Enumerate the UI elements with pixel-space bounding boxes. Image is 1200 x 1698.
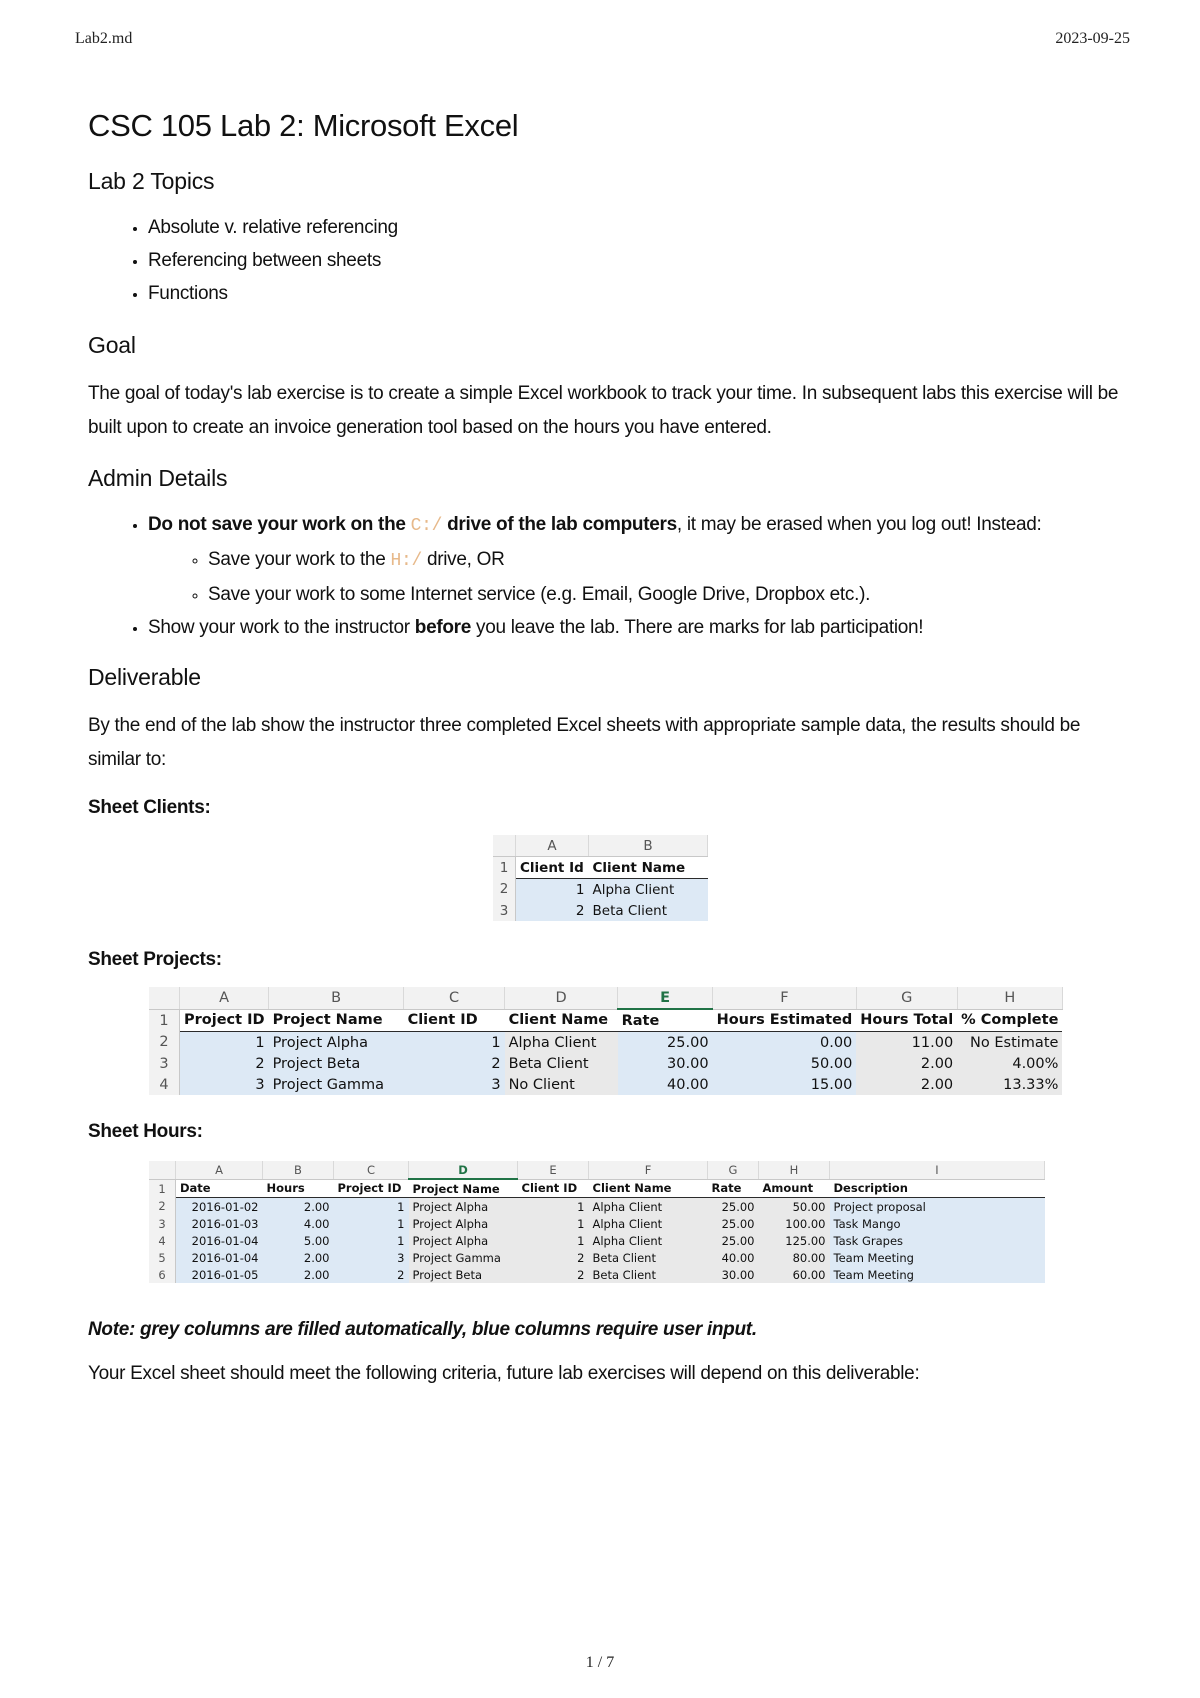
- sub1-text-a: Save your work to the: [208, 549, 386, 570]
- cell: 80.00: [759, 1249, 830, 1266]
- cell: 2016-01-04: [176, 1232, 263, 1249]
- header-cell: Project ID: [334, 1179, 409, 1198]
- cell: Project Gamma: [409, 1249, 518, 1266]
- col-header: A: [516, 835, 589, 857]
- cell: 25.00: [618, 1032, 713, 1054]
- admin-warning-rest: , it may be erased when you log out! Instead:: [676, 514, 1042, 535]
- cell: Alpha Client: [589, 1198, 708, 1216]
- item2-bold: before: [414, 617, 472, 638]
- cell: 100.00: [759, 1215, 830, 1232]
- cell: Project Beta: [409, 1266, 518, 1283]
- admin-subitem-h-drive: [208, 543, 1128, 578]
- row-number: 6: [149, 1266, 176, 1283]
- cell: 2: [518, 1266, 589, 1283]
- cell: 15.00: [713, 1074, 857, 1095]
- header-cell: Amount: [759, 1179, 830, 1198]
- corner-cell: [149, 987, 180, 1009]
- cell: 50.00: [759, 1198, 830, 1216]
- row-number: 2: [149, 1198, 176, 1216]
- cell: 1: [404, 1032, 505, 1054]
- goal-text: The goal of today's lab exercise is to create a simple Excel workbook to track your time. In subsequent labs this exercise will be built upon to create an invoice generation tool based on the hours you have entered.: [88, 383, 1119, 438]
- cell: 40.00: [708, 1249, 759, 1266]
- cell: 4.00%: [957, 1053, 1062, 1074]
- cell: 2: [404, 1053, 505, 1074]
- deliverable-heading: Deliverable: [88, 664, 201, 690]
- col-header: E: [618, 987, 713, 1009]
- cell: 1: [518, 1198, 589, 1216]
- cell: 2.00: [263, 1266, 334, 1283]
- header-cell: Hours Estimated: [713, 1009, 857, 1032]
- cell: 2.00: [263, 1249, 334, 1266]
- col-header: H: [957, 987, 1062, 1009]
- admin-heading: Admin Details: [88, 465, 228, 491]
- cell: 2: [334, 1266, 409, 1283]
- item2-text-b: you leave the lab. There are marks for lab participation!: [476, 617, 924, 638]
- header-cell: Client Name: [589, 857, 708, 879]
- cell: 1: [334, 1232, 409, 1249]
- row-number: 1: [493, 857, 516, 879]
- cell: 30.00: [708, 1266, 759, 1283]
- col-header: E: [518, 1161, 589, 1179]
- cell: Project Alpha: [409, 1215, 518, 1232]
- projects-table: [149, 987, 1063, 1095]
- header-cell: Rate: [708, 1179, 759, 1198]
- cell: 2: [516, 900, 589, 921]
- clients-sheet-label: Sheet Clients:: [88, 797, 211, 818]
- cell: 4.00: [263, 1215, 334, 1232]
- cell: Alpha Client: [589, 1232, 708, 1249]
- cell: 25.00: [708, 1198, 759, 1216]
- cell: 5.00: [263, 1232, 334, 1249]
- row-number: 4: [149, 1074, 180, 1095]
- cell: Project Alpha: [269, 1032, 404, 1054]
- cell: Beta Client: [589, 900, 708, 921]
- row-number: 5: [149, 1249, 176, 1266]
- cell: Beta Client: [589, 1266, 708, 1283]
- header-cell: Hours: [263, 1179, 334, 1198]
- row-number: 1: [149, 1179, 176, 1198]
- header-cell: Client ID: [404, 1009, 505, 1032]
- admin-sublist: [148, 543, 1128, 611]
- note-text: Note: grey columns are filled automatically, blue columns require user input.: [88, 1319, 757, 1340]
- cell: 2016-01-03: [176, 1215, 263, 1232]
- header-cell: Client Name: [505, 1009, 618, 1032]
- header-cell: % Complete: [957, 1009, 1062, 1032]
- cell: 125.00: [759, 1232, 830, 1249]
- projects-sheet: [149, 987, 1128, 1095]
- col-header: G: [708, 1161, 759, 1179]
- clients-table: [493, 835, 708, 921]
- col-header: G: [856, 987, 957, 1009]
- cell: 1: [518, 1215, 589, 1232]
- row-number: 1: [149, 1009, 180, 1032]
- topics-heading: Lab 2 Topics: [88, 168, 215, 194]
- drive-c-code: C:/: [410, 516, 443, 536]
- cell: 0.00: [713, 1032, 857, 1054]
- page-number: 1 / 7: [585, 1654, 615, 1671]
- cell: No Client: [505, 1074, 618, 1095]
- cell: 25.00: [708, 1215, 759, 1232]
- header-cell: Description: [830, 1179, 1045, 1198]
- criteria-intro: Your Excel sheet should meet the following criteria, future lab exercises will depend on this deliverable:: [88, 1363, 920, 1384]
- topic-item: • Functions: [148, 277, 1128, 310]
- cell: 2016-01-02: [176, 1198, 263, 1216]
- clients-sheet: [493, 835, 1128, 921]
- cell: 40.00: [618, 1074, 713, 1095]
- col-header: H: [759, 1161, 830, 1179]
- cell: 2016-01-05: [176, 1266, 263, 1283]
- cell: 2: [180, 1053, 269, 1074]
- topic-item: • Referencing between sheets: [148, 244, 1128, 277]
- col-header: D: [409, 1161, 518, 1179]
- header-cell: Project Name: [409, 1179, 518, 1198]
- row-number: 2: [493, 879, 516, 901]
- header-cell: Project ID: [180, 1009, 269, 1032]
- row-number: 3: [149, 1053, 180, 1074]
- corner-cell: [493, 835, 516, 857]
- cell: No Estimate: [957, 1032, 1062, 1054]
- header-cell: Client Id: [516, 857, 589, 879]
- admin-warning-b: drive of the lab computers: [447, 514, 677, 535]
- cell: 2.00: [263, 1198, 334, 1216]
- cell: Project Alpha: [409, 1198, 518, 1216]
- cell: 2016-01-04: [176, 1249, 263, 1266]
- col-header: C: [334, 1161, 409, 1179]
- projects-sheet-label: Sheet Projects:: [88, 949, 222, 970]
- row-number: 2: [149, 1032, 180, 1054]
- hours-sheet-label: Sheet Hours:: [88, 1121, 203, 1142]
- cell: Task Grapes: [830, 1232, 1045, 1249]
- topic-item: • Absolute v. relative referencing: [148, 211, 1128, 244]
- admin-item-show-work: [148, 611, 1128, 644]
- cell: 2.00: [856, 1053, 957, 1074]
- col-header: I: [830, 1161, 1045, 1179]
- cell: Beta Client: [589, 1249, 708, 1266]
- cell: Alpha Client: [589, 1215, 708, 1232]
- row-number: 3: [493, 900, 516, 921]
- col-header: C: [404, 987, 505, 1009]
- hours-table: [149, 1161, 1045, 1283]
- header-cell: Client Name: [589, 1179, 708, 1198]
- admin-list: [88, 508, 1128, 644]
- cell: 3: [404, 1074, 505, 1095]
- document-body: [88, 108, 1128, 1391]
- col-header: F: [589, 1161, 708, 1179]
- cell: 2.00: [856, 1074, 957, 1095]
- cell: 1: [334, 1198, 409, 1216]
- cell: Task Mango: [830, 1215, 1045, 1232]
- cell: Alpha Client: [589, 879, 708, 901]
- drive-h-code: H:/: [390, 551, 422, 571]
- cell: 3: [334, 1249, 409, 1266]
- cell: 1: [518, 1232, 589, 1249]
- cell: 11.00: [856, 1032, 957, 1054]
- cell: Alpha Client: [505, 1032, 618, 1054]
- header-cell: Project Name: [269, 1009, 404, 1032]
- item2-text-a: Show your work to the instructor: [148, 617, 410, 638]
- hours-sheet: [149, 1161, 1128, 1283]
- sub1-text-b: drive, OR: [426, 549, 505, 570]
- doc-date: 2023-09-25: [1055, 30, 1130, 47]
- row-number: 4: [149, 1232, 176, 1249]
- cell: 25.00: [708, 1232, 759, 1249]
- cell: Beta Client: [505, 1053, 618, 1074]
- cell: 1: [334, 1215, 409, 1232]
- col-header: B: [269, 987, 404, 1009]
- header-cell: Date: [176, 1179, 263, 1198]
- cell: 2: [518, 1249, 589, 1266]
- cell: Project Beta: [269, 1053, 404, 1074]
- cell: Team Meeting: [830, 1266, 1045, 1283]
- cell: Team Meeting: [830, 1249, 1045, 1266]
- cell: 13.33%: [957, 1074, 1062, 1095]
- page-title: CSC 105 Lab 2: Microsoft Excel: [88, 108, 519, 143]
- header-cell: Client ID: [518, 1179, 589, 1198]
- cell: 50.00: [713, 1053, 857, 1074]
- goal-heading: Goal: [88, 332, 136, 358]
- topics-list: [88, 211, 1128, 310]
- cell: 1: [516, 879, 589, 901]
- row-number: 3: [149, 1215, 176, 1232]
- col-header: A: [176, 1161, 263, 1179]
- admin-subitem-internet: ◦ Save your work to some Internet service (e.g. Email, Google Drive, Dropbox etc.).: [208, 578, 1128, 611]
- deliverable-text: By the end of the lab show the instructor three completed Excel sheets with appropriate sample data, the results should be similar to:: [88, 715, 1081, 770]
- header-cell: Rate: [618, 1009, 713, 1032]
- cell: 3: [180, 1074, 269, 1095]
- cell: 30.00: [618, 1053, 713, 1074]
- admin-item-save-location: [148, 508, 1128, 611]
- doc-filename: Lab2.md: [75, 30, 133, 47]
- cell: Project proposal: [830, 1198, 1045, 1216]
- cell: 1: [180, 1032, 269, 1054]
- col-header: D: [505, 987, 618, 1009]
- col-header: F: [713, 987, 857, 1009]
- header-cell: Hours Total: [856, 1009, 957, 1032]
- col-header: B: [263, 1161, 334, 1179]
- admin-warning-a: Do not save your work on the: [148, 514, 406, 535]
- col-header: A: [180, 987, 269, 1009]
- col-header: B: [589, 835, 708, 857]
- cell: 60.00: [759, 1266, 830, 1283]
- corner-cell: [149, 1161, 176, 1179]
- cell: Project Gamma: [269, 1074, 404, 1095]
- cell: Project Alpha: [409, 1232, 518, 1249]
